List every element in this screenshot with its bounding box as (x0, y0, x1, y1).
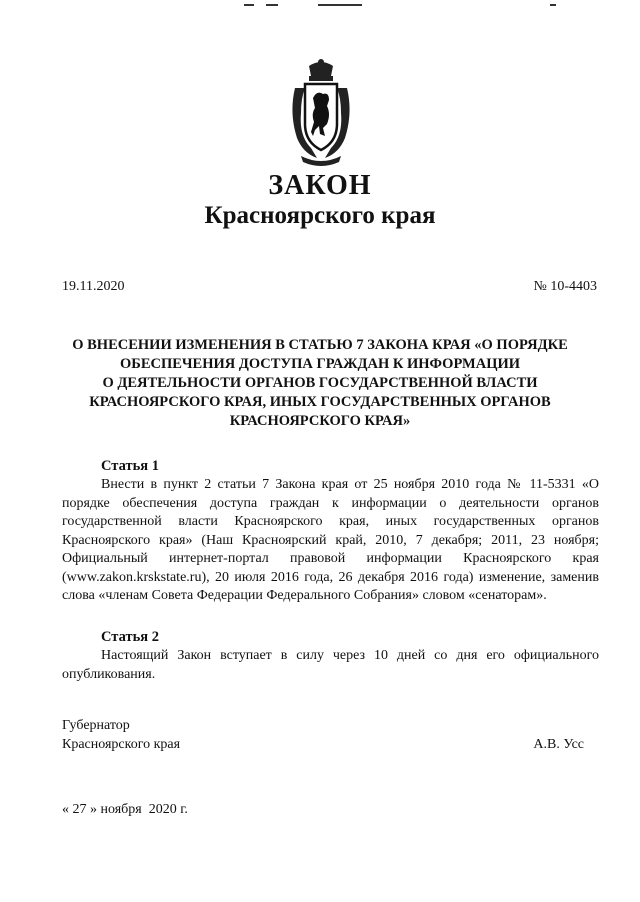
coat-of-arms-icon (287, 58, 355, 168)
heading-line: КРАСНОЯРСКОГО КРАЯ, ИНЫХ ГОСУДАРСТВЕННЫХ ОРГАНОВ (89, 394, 551, 410)
article-1-text: Внести в пункт 2 статьи 7 Закона края от 25 ноября 2010 года № 11-5331 «О порядке обеспечения доступа граждан к информации о деятельности органов государственной власти Красноярского края, иных государственных органов Красноярского края» (Наш Красноярский край, 2010, 7 декабря; 2011, 23 ноября; Официальный интернет-портал правовой информации Красноярского края (www.zakon.krskstate.ru), 20 июля 2016 года, 26 декабря 2016 года) изменение, заменив слова «членам Совета Федерации Федерального Собрания» словом «сенаторам». (62, 477, 599, 603)
heading-line: О ВНЕСЕНИИ ИЗМЕНЕНИЯ В СТАТЬЮ 7 ЗАКОНА КРАЯ «О ПОРЯДКЕ (72, 337, 568, 353)
signatory-position-line1: Губернатор (62, 718, 130, 733)
scan-mark (550, 4, 556, 6)
heading-line: О ДЕЯТЕЛЬНОСТИ ОРГАНОВ ГОСУДАРСТВЕННОЙ ВЛАСТИ (102, 375, 538, 391)
law-title: ЗАКОН (268, 170, 372, 201)
region-title: Красноярского края (204, 202, 436, 229)
article-2-text: Настоящий Закон вступает в силу через 10 дней со дня его официального опубликования. (62, 648, 599, 682)
signatory-name: А.В. Усс (533, 737, 584, 752)
scan-mark (266, 4, 278, 6)
heading-line: КРАСНОЯРСКОГО КРАЯ» (229, 413, 411, 429)
heading-line: ОБЕСПЕЧЕНИЯ ДОСТУПА ГРАЖДАН К ИНФОРМАЦИИ (119, 356, 521, 372)
signing-date: « 27 » ноября 2020 г. (62, 802, 188, 817)
law-number: № 10-4403 (533, 279, 597, 294)
scan-mark (244, 4, 254, 6)
law-date: 19.11.2020 (62, 279, 125, 294)
signatory-position-line2: Красноярского края (62, 737, 181, 752)
law-heading (70, 336, 570, 431)
article-1-title: Статья 1 (101, 458, 159, 474)
signatory-position (62, 716, 180, 754)
article-2-title: Статья 2 (101, 629, 159, 645)
scan-mark (318, 4, 362, 6)
